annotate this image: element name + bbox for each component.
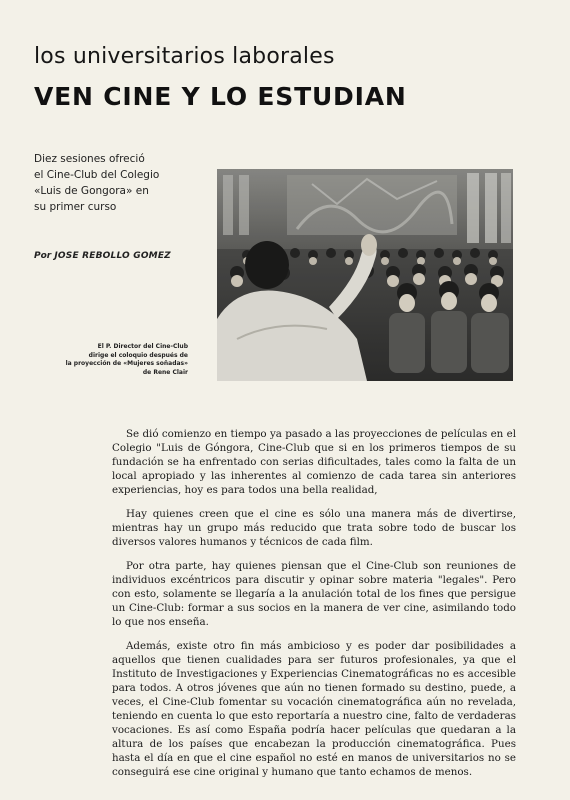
body-paragraph: Además, existe otro fin más ambicioso y es poder dar posibilidades a aquellos que tienen cualidades para ser futuros profesionales, ya que el Instituto de Investigaciones y Experiencias Cinematográficas no es accesible para todos. A otros jóvenes que aún no tienen formado su destino, puede, a veces, el Cine-Club fomentar su vocación cinematográfica aún no revelada, teniendo en cuenta lo que esto reportaría a nuestro cine, falto de verdaderas vocaciones. Es así como España podría hacer películas que quedaran a la altura de los países que encabezan la producción cinematográfica. Pues hasta el día en que el cine español no esté en manos de universitarios no se conseguirá ese cine original y humano que tanto echamos de menos. [112,640,516,778]
article-title-line-2: VEN CINE Y LO ESTUDIAN [34,82,407,111]
subtitle-line: el Cine-Club del Colegio [34,169,160,181]
article-subtitle [34,151,209,215]
caption-line: El P. Director del Cine-Club [97,343,188,350]
byline-prefix: Por [34,251,52,261]
caption-line: la proyección de «Mujeres soñadas» [65,360,188,367]
article-title-line-1: los universitarios laborales [34,44,335,69]
body-paragraph: Por otra parte, hay quienes piensan que el Cine-Club son reuniones de individuos excéntricos para discutir y opinar sobre materia "legales". Pero con esto, solamente se llegaría a la anulación total de los fines que persigue un Cine-Club: formar a sus socios en la manera de ver cine, asimilando todo lo que nos enseña. [112,560,516,628]
caption-line: dirige el coloquio después de [88,351,188,359]
author-byline [34,251,171,261]
subtitle-line: su primer curso [34,201,117,213]
body-paragraph: Se dió comienzo en tiempo ya pasado a las proyecciones de películas en el Colegio "Luis de Góngora, Cine-Club que si en los primeros tiempos de su fundación se ha enfrentado con serias dificultades, tales como la falta de un local apropiado y las inherentes al comienzo de cada tarea sin anteriores experiencias, hoy es para todos una bella realidad, [112,428,516,496]
article-body [112,427,516,789]
subtitle-line: «Luis de Gongora» en [34,185,149,197]
author-name: JOSE REBOLLO GOMEZ [54,251,171,261]
cine-club-photo [217,169,513,381]
photo-caption [34,343,188,377]
subtitle-line: Diez sesiones ofreció [34,153,145,165]
body-paragraph: Hay quienes creen que el cine es sólo una manera más de divertirse, mientras hay un grupo más reducido que trata sobre todo de buscar los diversos valores humanos y técnicos de cada film. [112,508,516,548]
caption-line: de Rene Clair [142,368,188,376]
